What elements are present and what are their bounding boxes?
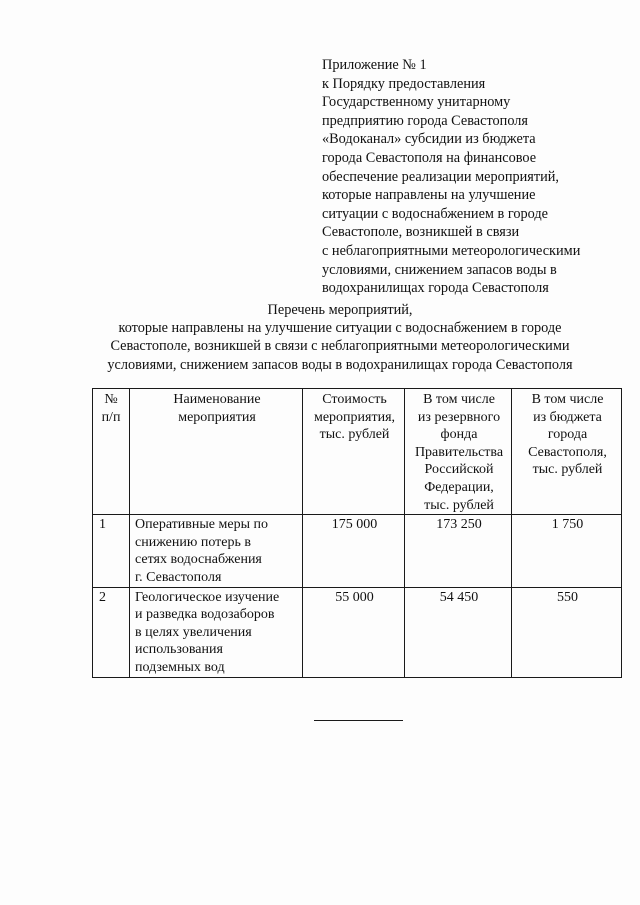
appendix-line: города Севастополя на финансовое	[322, 149, 537, 166]
row-reserve-fund: 173 250	[405, 515, 512, 587]
row-name-line: снижению потерь в	[135, 534, 251, 550]
appendix-line: которые направлены на улучшение	[322, 187, 536, 204]
header-text: В том числе	[531, 392, 604, 407]
header-text: мероприятия	[178, 409, 256, 425]
row-number: 2	[93, 587, 130, 677]
header-text: п/п	[101, 409, 121, 425]
appendix-line: условиями, снижением запасов воды в	[322, 261, 557, 278]
row-name-line: сетях водоснабжения	[135, 552, 262, 568]
row-cost: 55 000	[303, 587, 405, 677]
header-number	[93, 389, 130, 515]
appendix-line: Приложение № 1	[322, 57, 427, 73]
header-text: мероприятия,	[313, 409, 396, 425]
title-line: Севастополе, возникшей в связи с неблагоприятными метеорологическими	[110, 338, 570, 355]
header-text: №	[104, 392, 118, 407]
header-text: Российской	[424, 462, 494, 478]
appendix-line: Государственному унитарному	[322, 94, 511, 111]
appendix-line: Севастополе, возникшей в связи	[322, 224, 520, 241]
closing-rule	[314, 720, 403, 721]
row-cost: 175 000	[303, 515, 405, 587]
row-name-line: Геологическое изучение	[135, 589, 280, 605]
header-text: В том числе	[423, 392, 495, 407]
header-text: города	[547, 427, 588, 443]
appendix-note	[322, 56, 622, 298]
table-row	[93, 515, 622, 587]
row-reserve-fund: 54 450	[405, 587, 512, 677]
appendix-line: к Порядку предоставления	[322, 75, 486, 92]
row-name-line: Оперативные меры по	[135, 517, 268, 533]
document-title	[60, 301, 620, 374]
title-line: Перечень мероприятий,	[267, 302, 413, 318]
header-text: тыс. рублей	[424, 497, 494, 513]
table-header-row	[93, 389, 622, 515]
appendix-line: ситуации с водоснабжением в городе	[322, 205, 549, 222]
header-text: из бюджета	[533, 409, 602, 425]
header-text: тыс. рублей	[532, 462, 603, 478]
row-name-line: подземных вод	[135, 659, 225, 675]
row-city-budget: 550	[512, 587, 622, 677]
appendix-line: предприятию города Севастополя	[322, 112, 528, 129]
title-line: условиями, снижением запасов воды в водохранилищах города Севастополя	[107, 356, 573, 373]
appendix-line: обеспечение реализации мероприятий,	[322, 168, 559, 185]
row-name	[130, 515, 303, 587]
events-table	[92, 388, 622, 678]
header-text: Наименование	[173, 392, 261, 407]
header-cost	[303, 389, 405, 515]
table-row	[93, 587, 622, 677]
row-name-line: в целях увеличения	[135, 624, 252, 640]
header-city-budget	[512, 389, 622, 515]
appendix-line: «Водоканал» субсидии из бюджета	[322, 131, 536, 148]
appendix-line: с неблагоприятными метеорологическими	[322, 242, 581, 259]
header-text: Правительства	[414, 444, 504, 460]
row-name	[130, 587, 303, 677]
row-name-line: и разведка водозаборов	[135, 607, 275, 623]
header-text: тыс. рублей	[319, 427, 390, 443]
row-name-line: г. Севастополя	[135, 569, 222, 585]
header-text: из резервного	[417, 409, 501, 425]
header-text: фонда	[440, 427, 478, 443]
row-number: 1	[93, 515, 130, 587]
row-name-line: использования	[135, 642, 223, 658]
header-text: Стоимость	[322, 392, 387, 407]
header-name	[130, 389, 303, 515]
header-reserve-fund	[405, 389, 512, 515]
header-text: Федерации,	[424, 479, 494, 495]
row-city-budget: 1 750	[512, 515, 622, 587]
header-text: Севастополя,	[528, 444, 607, 460]
appendix-line: водохранилищах города Севастополя	[322, 280, 549, 297]
title-line: которые направлены на улучшение ситуации с водоснабжением в городе	[118, 320, 562, 337]
